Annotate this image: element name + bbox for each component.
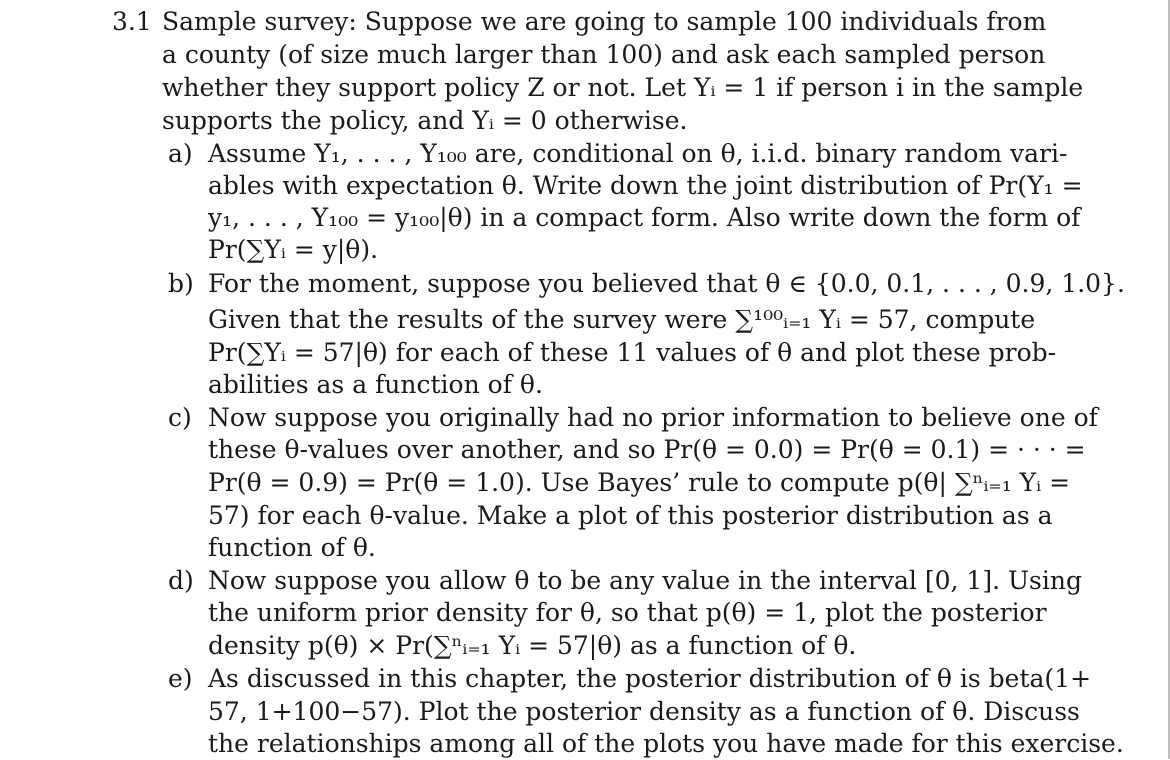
part-c-line: function of θ. [208,533,376,562]
part-d-line: the uniform prior density for θ, so that p(θ) = 1, plot the posterior [208,598,1047,627]
part-b-line: abilities as a function of θ. [208,370,543,399]
part-label-d: d) [168,566,194,595]
part-e-line: As discussed in this chapter, the posterior distribution of θ is beta(1+ [208,664,1092,693]
part-d-line: Now suppose you allow θ to be any value in the interval [0, 1]. Using [208,566,1082,595]
part-c-line: 57) for each θ-value. Make a plot of this posterior distribution as a [208,501,1053,530]
part-e-line: the relationships among all of the plots you have made for this exercise. [208,729,1124,758]
part-c-line: these θ-values over another, and so Pr(θ = 0.0) = Pr(θ = 0.1) = · · · = [208,435,1086,464]
part-label-e: e) [168,664,193,693]
part-a-line: y₁, . . . , Y₁₀₀ = y₁₀₀|θ) in a compact form. Also write down the form of [208,203,1081,232]
part-label-a: a) [168,139,193,168]
intro-line: Sample survey: Suppose we are going to sample 100 individuals from [162,7,1047,36]
part-b-line: For the moment, suppose you believed that θ ∈ {0.0, 0.1, . . . , 0.9, 1.0}. [208,269,1125,298]
part-label-c: c) [168,403,192,432]
part-a-line: ables with expectation θ. Write down the joint distribution of Pr(Y₁ = [208,171,1083,200]
part-b-line: Pr(∑Yᵢ = 57|θ) for each of these 11 values of θ and plot these prob- [208,338,1057,367]
part-c-line: Now suppose you originally had no prior information to believe one of [208,403,1098,432]
part-b-line: Given that the results of the survey were ∑¹⁰⁰ᵢ₌₁ Yᵢ = 57, compute [208,305,1036,334]
intro-line: a county (of size much larger than 100) and ask each sampled person [162,40,1046,69]
part-a-line: Assume Y₁, . . . , Y₁₀₀ are, conditional on θ, i.i.d. binary random vari- [208,139,1068,168]
intro-line: supports the policy, and Yᵢ = 0 otherwise. [162,106,688,135]
part-label-b: b) [168,269,194,298]
part-c-line: Pr(θ = 0.9) = Pr(θ = 1.0). Use Bayes’ rule to compute p(θ| ∑ⁿᵢ₌₁ Yᵢ = [208,468,1071,497]
part-d-line: density p(θ) × Pr(∑ⁿᵢ₌₁ Yᵢ = 57|θ) as a function of θ. [208,631,857,660]
part-e-line: 57, 1+100−57). Plot the posterior density as a function of θ. Discuss [208,697,1080,726]
intro-line: whether they support policy Z or not. Let Yᵢ = 1 if person i in the sample [162,73,1084,102]
part-a-line: Pr(∑Yᵢ = y|θ). [208,235,379,264]
problem-number: 3.1 [112,7,152,36]
